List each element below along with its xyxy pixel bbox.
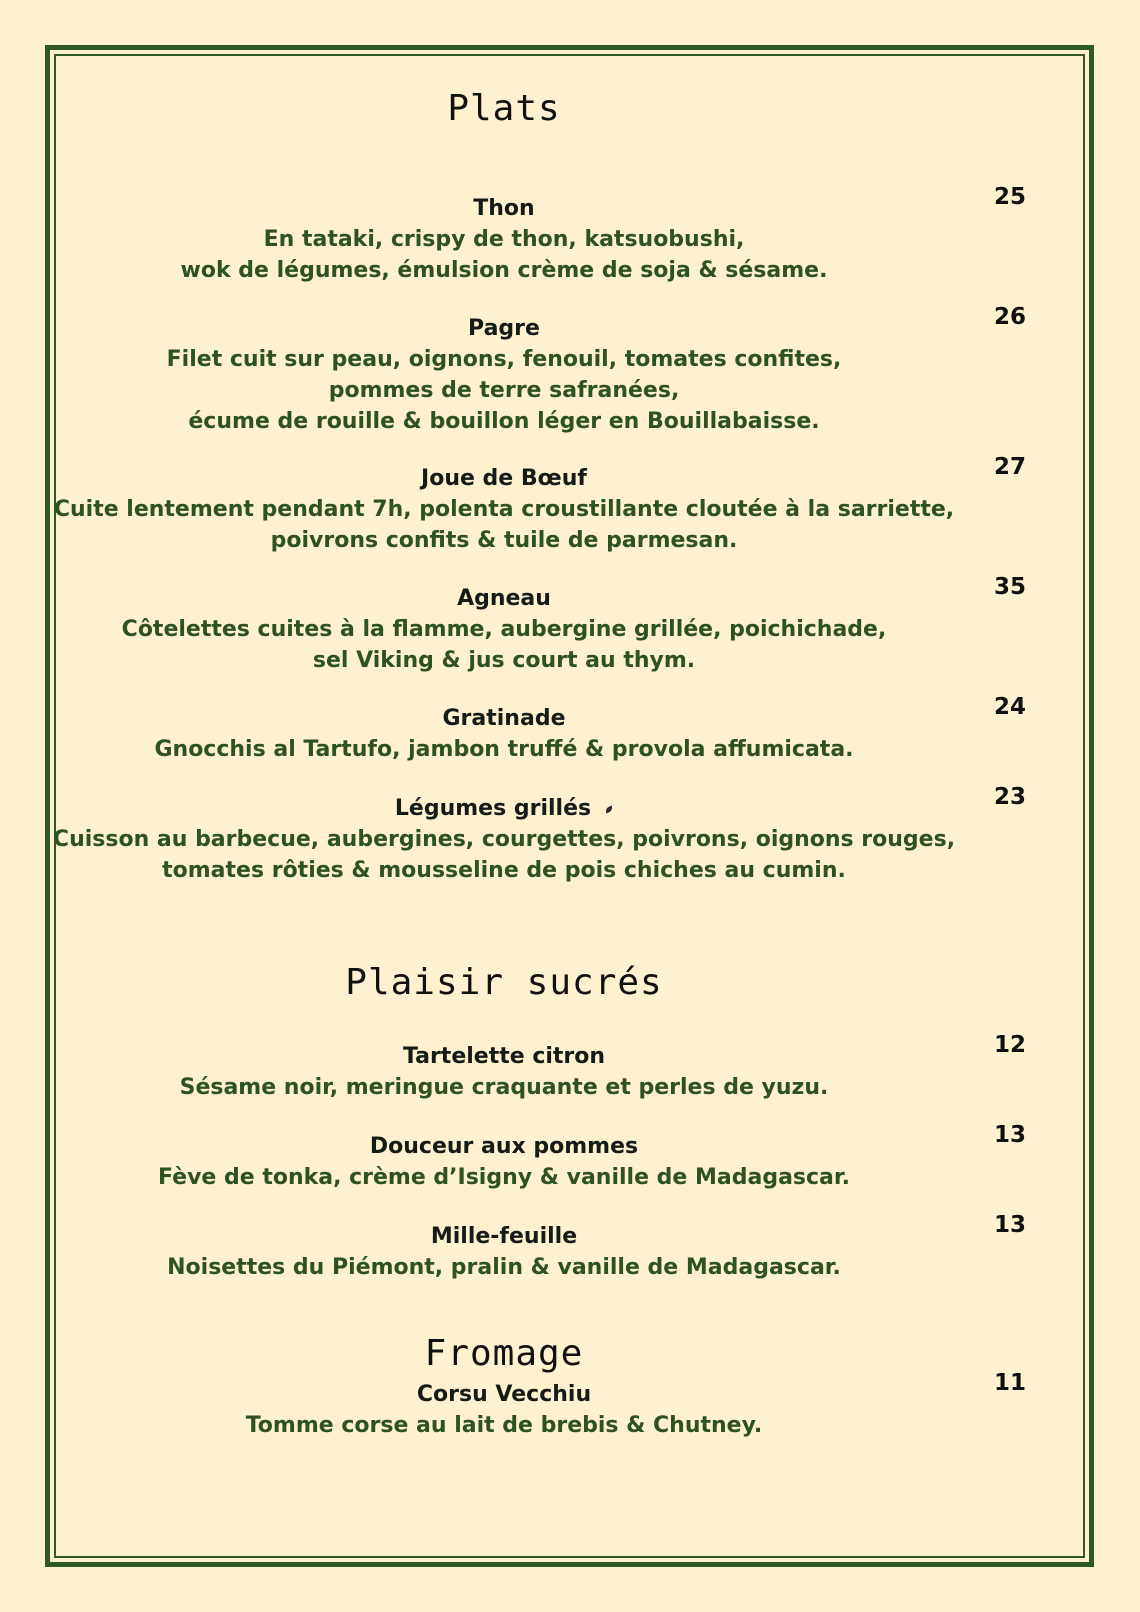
- dish-name: Thon: [473, 196, 535, 221]
- leaf-icon: [604, 805, 613, 813]
- dish-description: Sésame noir, meringue craquante et perles de yuzu.: [179, 1075, 829, 1100]
- dish-corsu-vecchiu: [40, 1370, 1040, 1441]
- dish-name: Pagre: [468, 316, 540, 341]
- dish-name: Gratinade: [442, 706, 566, 731]
- dish-name-text: Légumes grillés: [394, 796, 592, 821]
- dish-mille-feuille: [40, 1212, 1040, 1283]
- dish-name: Joue de Bœuf: [421, 466, 587, 491]
- dish-gratinade: [40, 694, 1040, 765]
- dish-name: Tartelette citron: [402, 1044, 606, 1069]
- dish-price: 12: [993, 1032, 1026, 1058]
- dish-description: Cuisson au barbecue, aubergines, courgettes, poivrons, oignons rouges, tomates rôties & mousseline de pois chiches au cumin.: [52, 827, 956, 883]
- dish-description: Fève de tonka, crème d’Isigny & vanille de Madagascar.: [158, 1165, 850, 1190]
- dish-douceur-aux-pommes: [40, 1122, 1040, 1193]
- dish-description: Cuite lentement pendant 7h, polenta croustillante cloutée à la sarriette, poivrons confits & tuile de parmesan.: [53, 497, 955, 553]
- dish-agneau: [40, 574, 1040, 676]
- section-title-plats: Plats: [447, 88, 561, 129]
- dish-price: 24: [993, 694, 1026, 720]
- dish-tartelette-citron: [40, 1032, 1040, 1103]
- dish-price: 11: [993, 1370, 1026, 1396]
- dish-description: En tataki, crispy de thon, katsuobushi, wok de légumes, émulsion crème de soja & sésame.: [180, 227, 828, 283]
- dish-legumes-grilles: [40, 784, 1040, 886]
- dish-description: Tomme corse au lait de brebis & Chutney.: [245, 1413, 763, 1438]
- dish-name: Douceur aux pommes: [369, 1134, 639, 1159]
- dish-price: 26: [993, 304, 1026, 330]
- dish-thon: [40, 184, 1040, 286]
- dish-joue-de-boeuf: [40, 454, 1040, 556]
- section-title-fromage: Fromage: [424, 1333, 584, 1374]
- dish-description: Gnocchis al Tartufo, jambon truffé & provola affumicata.: [154, 737, 854, 762]
- dish-pagre: [40, 304, 1040, 437]
- section-title-plaisir-sucres: Plaisir sucrés: [345, 962, 663, 1003]
- dish-price: 35: [993, 574, 1026, 600]
- dish-description: Noisettes du Piémont, pralin & vanille de Madagascar.: [167, 1255, 841, 1280]
- dish-name: Corsu Vecchiu: [416, 1382, 592, 1407]
- dish-price: 13: [993, 1122, 1026, 1148]
- dish-name: Agneau: [457, 586, 551, 611]
- dish-description: Côtelettes cuites à la flamme, aubergine grillée, poichichade, sel Viking & jus court au thym.: [121, 617, 887, 673]
- dish-price: 23: [993, 784, 1026, 810]
- dish-price: 25: [993, 184, 1026, 210]
- dish-price: 27: [993, 454, 1026, 480]
- dish-name: [40, 793, 968, 824]
- dish-description: Filet cuit sur peau, oignons, fenouil, tomates confites, pommes de terre safranées, écume de rouille & bouillon léger en Bouillabaisse.: [166, 347, 842, 434]
- dish-name: Mille-feuille: [430, 1224, 578, 1249]
- dish-price: 13: [993, 1212, 1026, 1238]
